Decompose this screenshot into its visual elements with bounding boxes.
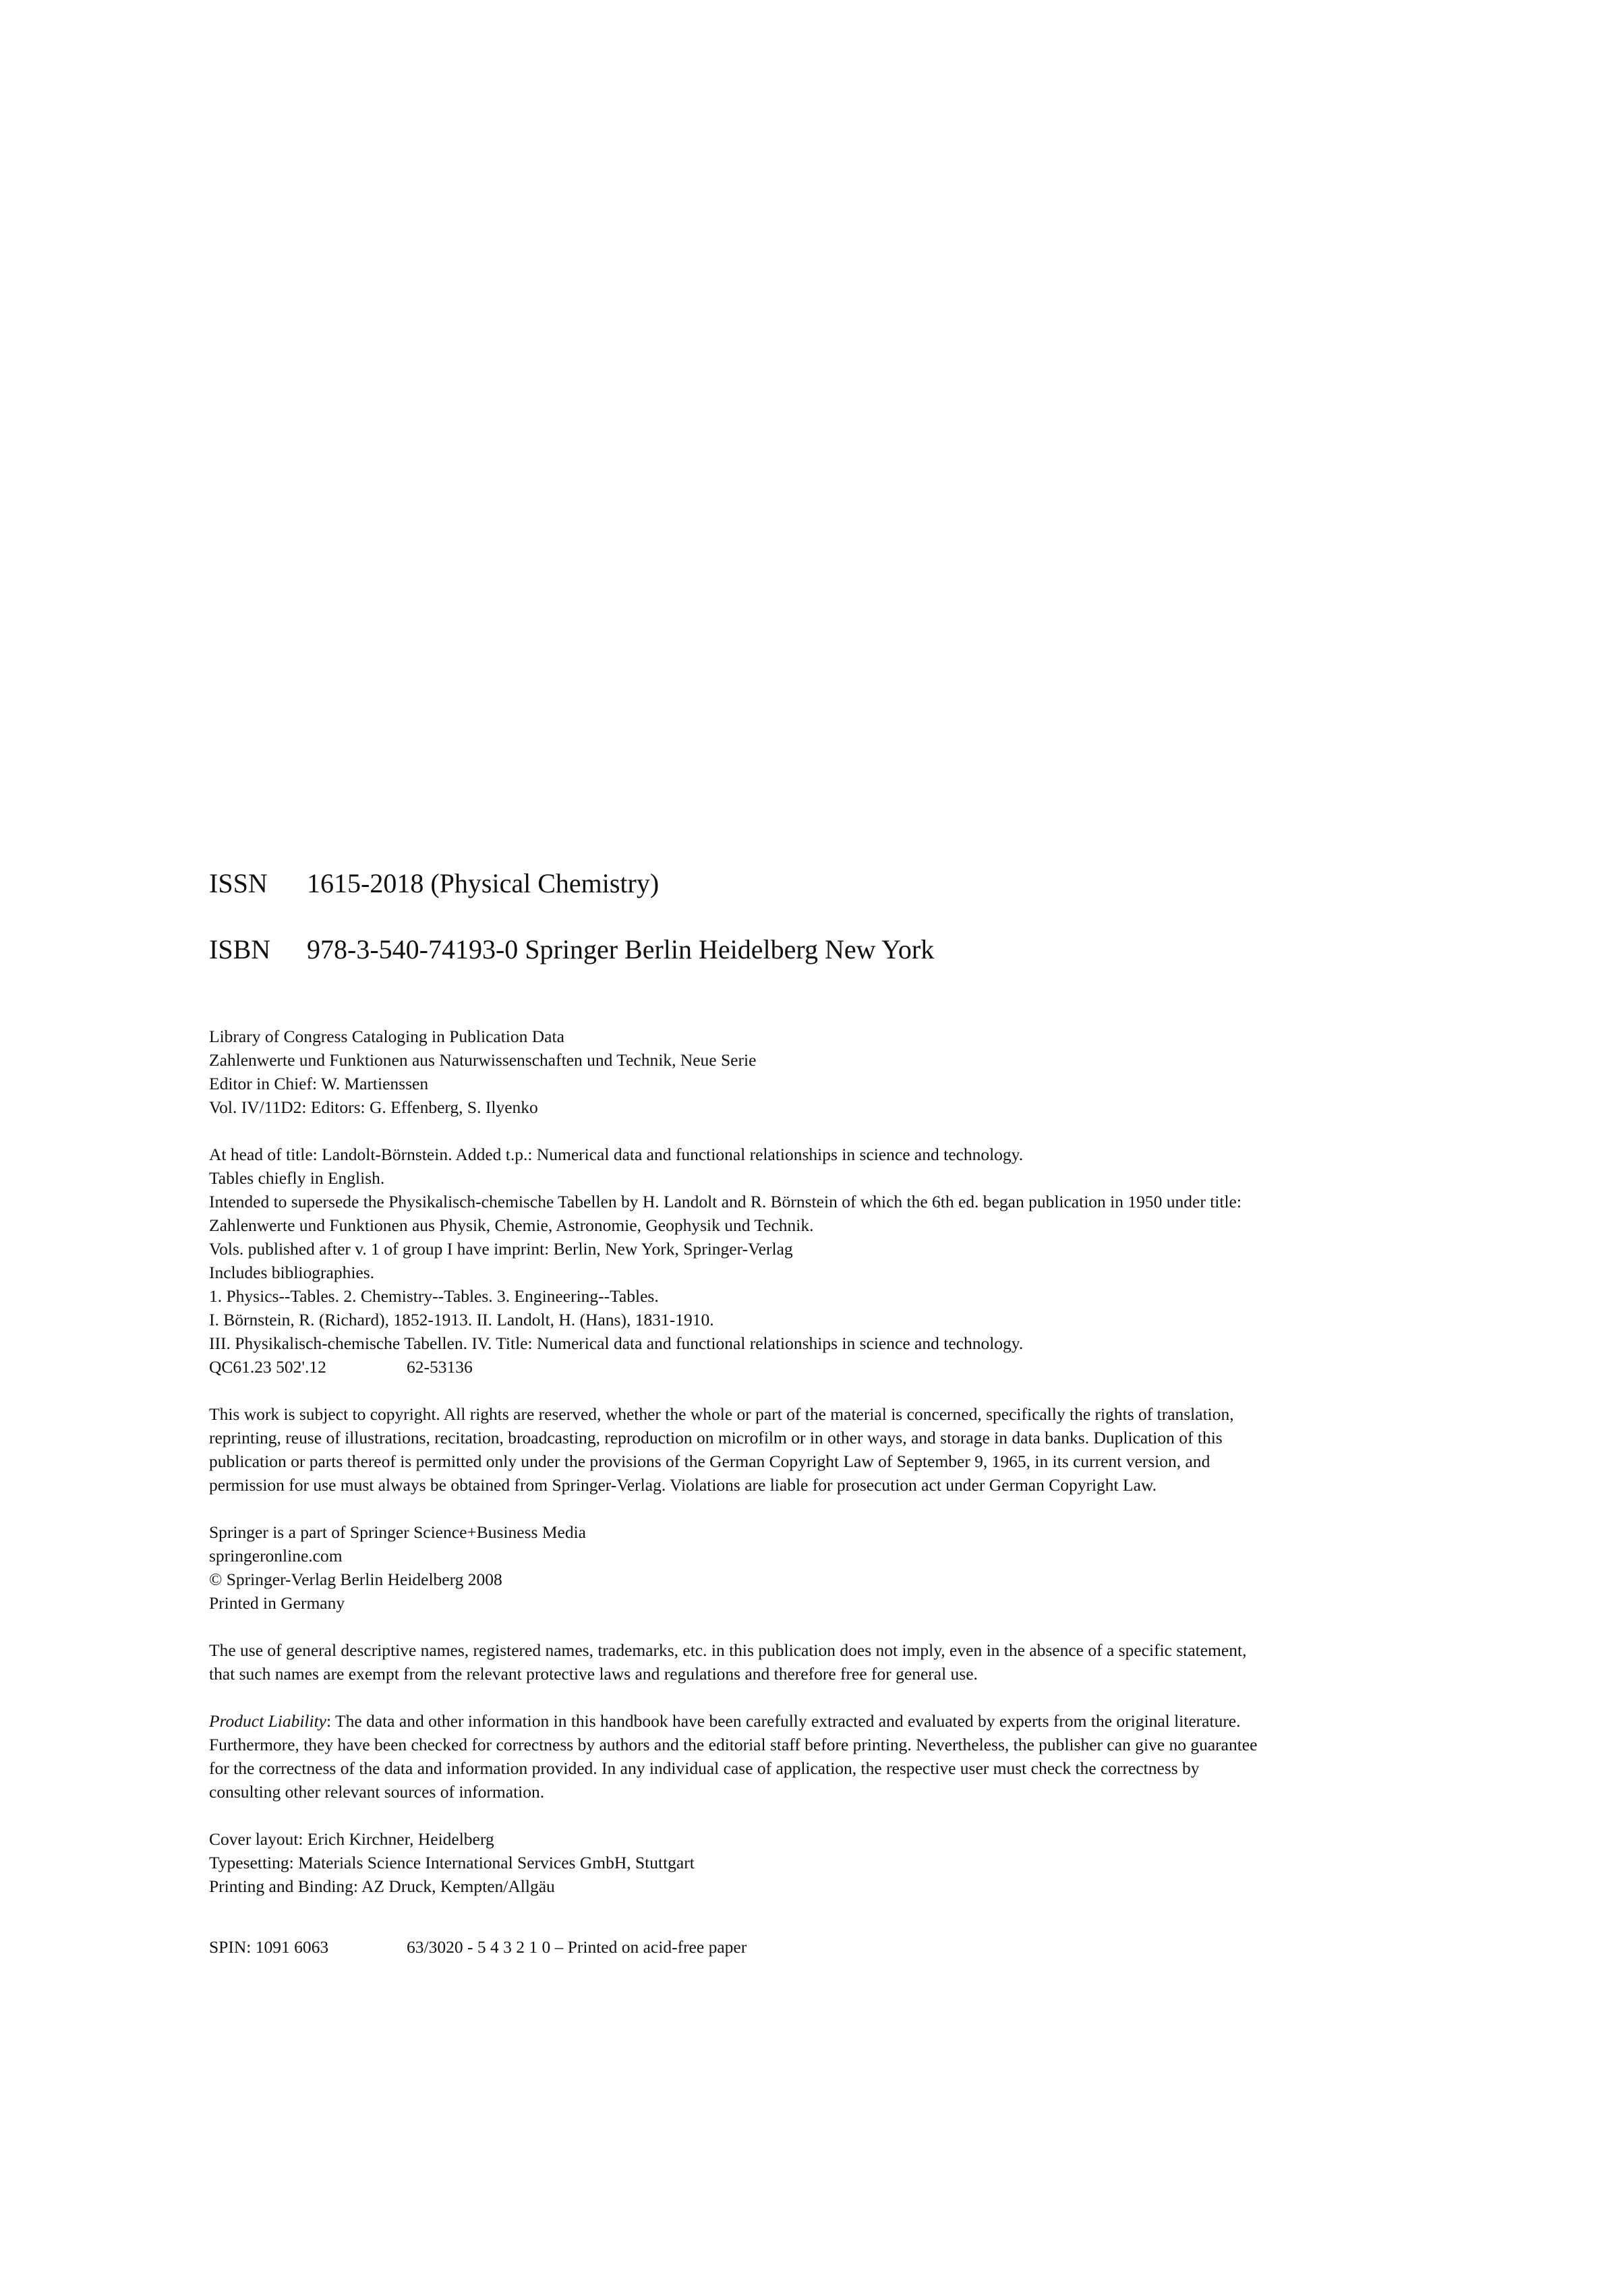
publisher-info-line: Springer is a part of Springer Science+Business Media xyxy=(209,1522,586,1542)
isbn-label: ISBN xyxy=(209,934,271,965)
cataloging-note-line: I. Börnstein, R. (Richard), 1852-1913. II. Landolt, H. (Hans), 1831-1910. xyxy=(209,1310,714,1329)
cataloging-note-line: 1. Physics--Tables. 2. Chemistry--Tables. 3. Engineering--Tables. xyxy=(209,1286,659,1306)
cataloging-header-line: Vol. IV/11D2: Editors: G. Effenberg, S. Ilyenko xyxy=(209,1097,538,1117)
classification-number: QC61.23 502'.12 xyxy=(209,1357,326,1377)
cataloging-header-line: Zahlenwerte und Funktionen aus Naturwissenschaften und Technik, Neue Serie xyxy=(209,1050,757,1070)
page-content xyxy=(209,867,1423,1959)
cover-layout-credit: Cover layout: Erich Kirchner, Heidelberg xyxy=(209,1829,494,1849)
product-liability-line: consulting other relevant sources of information. xyxy=(209,1782,545,1802)
lccn-number: 62-53136 xyxy=(407,1357,473,1377)
issn-line xyxy=(209,867,1423,900)
cataloging-note-line: III. Physikalisch-chemische Tabellen. IV. Title: Numerical data and functional relationships in science and technology. xyxy=(209,1333,1024,1353)
cataloging-note-line: Vols. published after v. 1 of group I have imprint: Berlin, New York, Springer-Verlag xyxy=(209,1239,793,1259)
production-credits xyxy=(209,1827,1423,1898)
copyright-notice-line: permission for use must always be obtained from Springer-Verlag. Violations are liable for prosecution act under German Copyright Law. xyxy=(209,1475,1157,1495)
product-liability-line: Furthermore, they have been checked for correctness by authors and the editorial staff before printing. Nevertheless, the publisher can give no guarantee xyxy=(209,1735,1258,1754)
spin-value: 63/3020 - 5 4 3 2 1 0 – Printed on acid-free paper xyxy=(407,1937,747,1957)
cataloging-note-line: Zahlenwerte und Funktionen aus Physik, Chemie, Astronomie, Geophysik und Technik. xyxy=(209,1215,814,1235)
isbn-value: 978-3-540-74193-0 Springer Berlin Heidelberg New York xyxy=(307,934,935,965)
trademark-notice xyxy=(209,1638,1423,1686)
issn-value: 1615-2018 (Physical Chemistry) xyxy=(307,868,660,898)
publisher-website: springeronline.com xyxy=(209,1546,343,1566)
publisher-info xyxy=(209,1520,1423,1615)
printing-binding-credit: Printing and Binding: AZ Druck, Kempten/Allgäu xyxy=(209,1876,555,1896)
classification-line xyxy=(209,1355,1423,1379)
cataloging-note-line: Tables chiefly in English. xyxy=(209,1168,385,1188)
trademark-notice-line: The use of general descriptive names, registered names, trademarks, etc. in this publication does not imply, even in the absence of a specific statement, xyxy=(209,1640,1247,1660)
spin-line xyxy=(209,1935,1423,1959)
trademark-notice-line: that such names are exempt from the relevant protective laws and regulations and therefore free for general use. xyxy=(209,1664,978,1684)
issn-label: ISSN xyxy=(209,868,268,898)
copyright-notice-line: publication or parts thereof is permitted only under the provisions of the German Copyright Law of September 9, 1965, in its current version, and xyxy=(209,1452,1210,1471)
cataloging-header-line: Editor in Chief: W. Martienssen xyxy=(209,1074,429,1093)
product-liability-label: Product Liability xyxy=(209,1711,327,1731)
cataloging-notes xyxy=(209,1143,1423,1379)
cataloging-header xyxy=(209,1025,1423,1119)
cataloging-note-line: Includes bibliographies. xyxy=(209,1263,375,1282)
printed-in-line: Printed in Germany xyxy=(209,1593,345,1613)
cataloging-note-line: Intended to supersede the Physikalisch-chemische Tabellen by H. Landolt and R. Börnstein of which the 6th ed. began publication in 1950 under title: xyxy=(209,1192,1241,1211)
product-liability-text: : The data and other information in this handbook have been carefully extracted and evaluated by experts from the original literature. xyxy=(326,1711,1241,1731)
product-liability-notice xyxy=(209,1709,1423,1804)
copyright-notice-line: reprinting, reuse of illustrations, recitation, broadcasting, reproduction on microfilm or in other ways, and storage in data banks. Duplication of this xyxy=(209,1428,1223,1447)
typesetting-credit: Typesetting: Materials Science International Services GmbH, Stuttgart xyxy=(209,1853,695,1872)
product-liability-first-line xyxy=(209,1709,1423,1733)
cataloging-header-line: Library of Congress Cataloging in Publication Data xyxy=(209,1027,564,1046)
cataloging-note-line: At head of title: Landolt-Börnstein. Added t.p.: Numerical data and functional relationships in science and technology. xyxy=(209,1145,1024,1164)
product-liability-line: for the correctness of the data and information provided. In any individual case of application, the respective user must check the correctness by xyxy=(209,1758,1200,1778)
copyright-line: © Springer-Verlag Berlin Heidelberg 2008 xyxy=(209,1570,502,1589)
copyright-notice xyxy=(209,1402,1423,1497)
copyright-notice-line: This work is subject to copyright. All rights are reserved, whether the whole or part of the material is concerned, specifically the rights of translation, xyxy=(209,1404,1234,1424)
isbn-line xyxy=(209,934,1423,966)
spin-label: SPIN: 1091 6063 xyxy=(209,1937,329,1957)
